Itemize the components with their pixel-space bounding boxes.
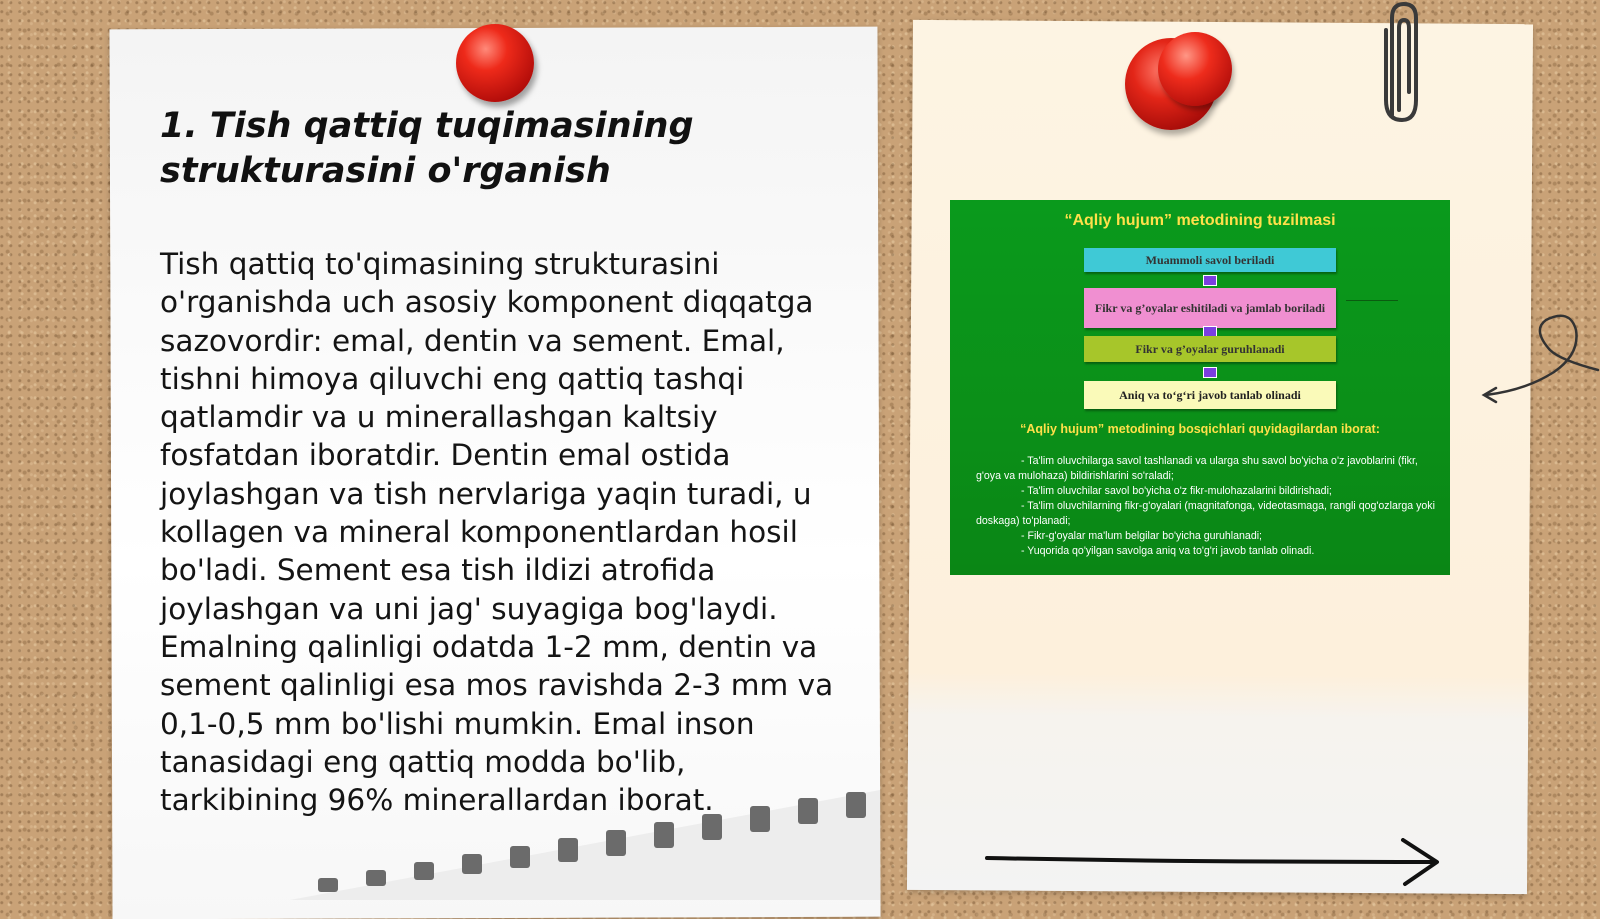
slide-title: 1. Tish qattiq tuqimasining strukturasini o'rganish [160, 106, 694, 191]
push-pin-icon [1158, 32, 1232, 106]
paperclip-icon [1378, 0, 1424, 125]
scheme-step-3: Fikr va g’oyalar guruhlanadi [1084, 336, 1336, 362]
scheme-divider [1346, 300, 1398, 301]
list-item: - Ta'lim oluvchilar savol bo'yicha o'z fikr-mulohazalarini bildirishadi; [1021, 485, 1332, 497]
list-item: - Ta'lim oluvchilarning fikr-g'oyalari (magnitafonga, videotasmaga, rangli qog'ozlarga yoki doskaga) to'planadi; [976, 500, 1435, 527]
brainstorm-scheme-image [950, 200, 1450, 575]
scheme-step-1: Muammoli savol beriladi [1084, 248, 1336, 272]
push-pin-icon [456, 24, 534, 102]
connector-square-icon [1203, 275, 1217, 286]
list-item: - Ta'lim oluvchilarga savol tashlanadi va ularga shu savol bo'yicha o'z javoblarini (fikr, g'oya va mulohaza) bildirishlarini so'raladi; [976, 455, 1418, 482]
scheme-title: “Aqliy hujum” metodining tuzilmasi [1064, 212, 1336, 229]
scheme-subtitle: “Aqliy hujum” metodining bosqichlari quyidagilardan iborat: [1020, 422, 1380, 436]
list-item: - Fikr-g'oyalar ma'lum belgilar bo'yicha guruhlanadi; [1021, 530, 1263, 542]
list-item: - Yuqorida qo'yilgan savolga aniq va to'g'ri javob tanlab olinadi. [1021, 545, 1315, 557]
scheme-step-4: Aniq va to‘g‘ri javob tanlab olinadi [1084, 381, 1336, 409]
scheme-step-list [976, 454, 1436, 559]
scheme-step-2: Fikr va g’oyalar eshitiladi va jamlab boriladi [1084, 288, 1336, 328]
curly-arrow-doodle-icon [1480, 310, 1600, 410]
slide-body-text: Tish qattiq to'qimasining strukturasini o'rganishda uch asosiy komponent diqqatga sazovordir: emal, dentin va sement. Emal, tishni himoya qiluvchi eng qattiq tashqi qatlamdir va u minerallashgan kaltsiy fosfatdan iboratdir. Dentin emal ostida joylashgan va tish nervlariga yaqin turadi, u kollagen va mineral komponentlardan hosil bo'ladi. Sement esa tish ildizi atrofida joylashgan va uni jag' suyagiga bog'laydi. Emalning qalinligi odatda 1-2 mm, dentin va sement qalinligi esa mos ravishda 2-3 mm va 0,1-0,5 mm bo'lishi mumkin. Emal inson tanasidagi eng qattiq modda bo'lib, tarkibining 96% minerallardan iborat. [160, 247, 834, 818]
connector-square-icon [1203, 367, 1217, 378]
arrow-right-icon [985, 838, 1445, 888]
